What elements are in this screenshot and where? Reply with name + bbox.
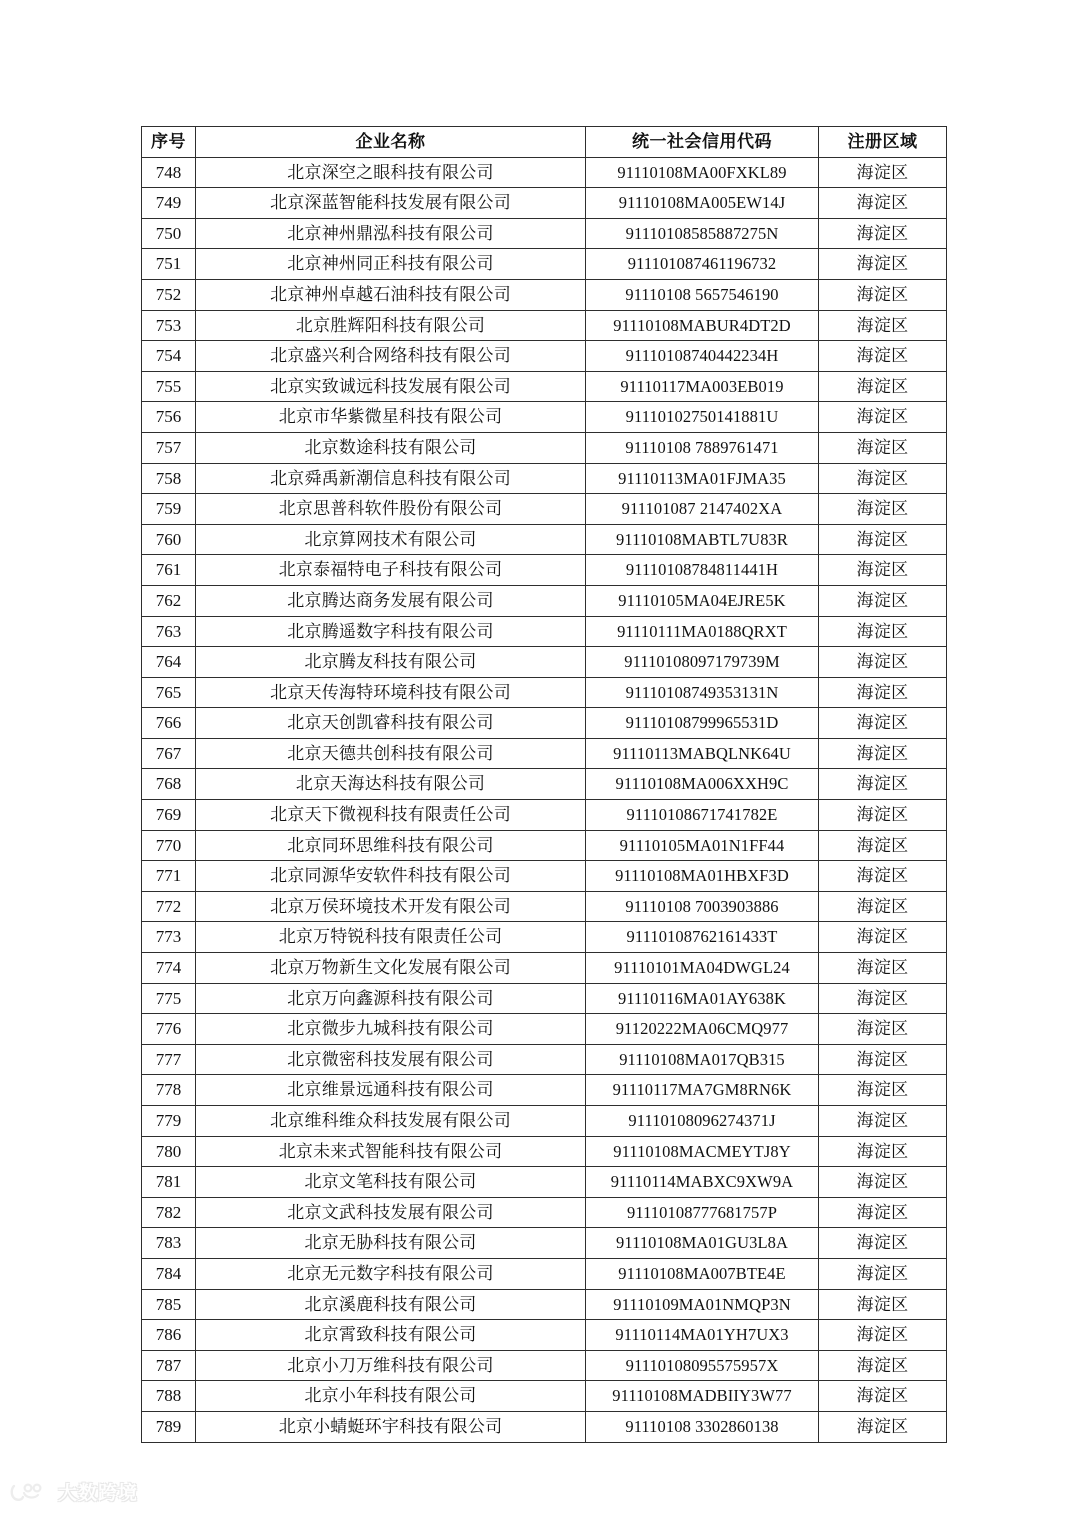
cell-registration-area: 海淀区 — [819, 647, 947, 678]
cell-registration-area: 海淀区 — [819, 1289, 947, 1320]
cell-credit-code: 91120222MA06CMQ977 — [586, 1014, 819, 1045]
cell-credit-code: 91110108MA017QB315 — [586, 1044, 819, 1075]
cell-registration-area: 海淀区 — [819, 279, 947, 310]
cell-sequence: 775 — [142, 983, 196, 1014]
table-row — [142, 1075, 947, 1106]
cell-credit-code: 91110108097179739M — [586, 647, 819, 678]
cell-credit-code: 91110113MA01FJMA35 — [586, 463, 819, 494]
cell-credit-code: 91110114MABXC9XW9A — [586, 1167, 819, 1198]
cell-sequence: 761 — [142, 555, 196, 586]
table-row — [142, 494, 947, 525]
cell-enterprise-name: 北京深蓝智能科技发展有限公司 — [196, 188, 586, 219]
cell-sequence: 763 — [142, 616, 196, 647]
cell-enterprise-name: 北京思普科软件股份有限公司 — [196, 494, 586, 525]
table-row — [142, 1106, 947, 1137]
watermark-text: 大数跨境 — [58, 1483, 139, 1504]
cell-enterprise-name: 北京腾友科技有限公司 — [196, 647, 586, 678]
table-row — [142, 830, 947, 861]
column-header-sequence: 序号 — [142, 127, 196, 158]
cell-registration-area: 海淀区 — [819, 1106, 947, 1137]
cell-enterprise-name: 北京万特锐科技有限责任公司 — [196, 922, 586, 953]
cell-sequence: 767 — [142, 738, 196, 769]
cell-registration-area: 海淀区 — [819, 310, 947, 341]
cell-sequence: 789 — [142, 1411, 196, 1442]
cell-enterprise-name: 北京算网技术有限公司 — [196, 524, 586, 555]
cell-enterprise-name: 北京天海达科技有限公司 — [196, 769, 586, 800]
cell-sequence: 753 — [142, 310, 196, 341]
cell-sequence: 755 — [142, 371, 196, 402]
cell-registration-area: 海淀区 — [819, 1258, 947, 1289]
cell-registration-area: 海淀区 — [819, 1350, 947, 1381]
cell-registration-area: 海淀区 — [819, 585, 947, 616]
cell-credit-code: 91110108762161433T — [586, 922, 819, 953]
cell-enterprise-name: 北京同源华安软件科技有限公司 — [196, 861, 586, 892]
table-row — [142, 157, 947, 188]
cell-sequence: 782 — [142, 1197, 196, 1228]
cell-registration-area: 海淀区 — [819, 800, 947, 831]
cell-enterprise-name: 北京神州同正科技有限公司 — [196, 249, 586, 280]
cell-credit-code: 91110105MA04EJRE5K — [586, 585, 819, 616]
cell-enterprise-name: 北京腾遥数字科技有限公司 — [196, 616, 586, 647]
cell-credit-code: 91110108784811441H — [586, 555, 819, 586]
cell-sequence: 778 — [142, 1075, 196, 1106]
table-row — [142, 800, 947, 831]
cell-enterprise-name: 北京神州卓越石油科技有限公司 — [196, 279, 586, 310]
table-row — [142, 341, 947, 372]
cell-registration-area: 海淀区 — [819, 371, 947, 402]
cell-sequence: 760 — [142, 524, 196, 555]
watermark — [10, 1478, 138, 1505]
cell-sequence: 749 — [142, 188, 196, 219]
cell-credit-code: 91110101MA04DWGL24 — [586, 953, 819, 984]
cell-registration-area: 海淀区 — [819, 402, 947, 433]
table-row — [142, 555, 947, 586]
cell-registration-area: 海淀区 — [819, 1014, 947, 1045]
cell-registration-area: 海淀区 — [819, 1075, 947, 1106]
column-header-credit-code: 统一社会信用代码 — [586, 127, 819, 158]
cell-credit-code: 91110108799965531D — [586, 708, 819, 739]
cell-registration-area: 海淀区 — [819, 891, 947, 922]
cell-credit-code: 91110108 7003903886 — [586, 891, 819, 922]
table-row — [142, 1044, 947, 1075]
cell-sequence: 781 — [142, 1167, 196, 1198]
cell-credit-code: 91110108MA007BTE4E — [586, 1258, 819, 1289]
cell-enterprise-name: 北京数途科技有限公司 — [196, 432, 586, 463]
column-header-enterprise-name: 企业名称 — [196, 127, 586, 158]
registry-table-container — [141, 126, 946, 1443]
cell-sequence: 764 — [142, 647, 196, 678]
cell-sequence: 765 — [142, 677, 196, 708]
cell-registration-area: 海淀区 — [819, 555, 947, 586]
cell-enterprise-name: 北京腾达商务发展有限公司 — [196, 585, 586, 616]
table-header-row — [142, 127, 947, 158]
cell-credit-code: 91110108585887275N — [586, 218, 819, 249]
cell-sequence: 759 — [142, 494, 196, 525]
cell-credit-code: 911101087 2147402XA — [586, 494, 819, 525]
cell-registration-area: 海淀区 — [819, 463, 947, 494]
cell-sequence: 787 — [142, 1350, 196, 1381]
table-row — [142, 188, 947, 219]
table-row — [142, 616, 947, 647]
cell-registration-area: 海淀区 — [819, 524, 947, 555]
cell-credit-code: 91110108MABTL7U83R — [586, 524, 819, 555]
cell-credit-code: 91110116MA01AY638K — [586, 983, 819, 1014]
cell-sequence: 772 — [142, 891, 196, 922]
table-row — [142, 1136, 947, 1167]
cell-sequence: 785 — [142, 1289, 196, 1320]
cell-sequence: 786 — [142, 1320, 196, 1351]
cell-enterprise-name: 北京无元数字科技有限公司 — [196, 1258, 586, 1289]
cell-sequence: 766 — [142, 708, 196, 739]
cell-enterprise-name: 北京天德共创科技有限公司 — [196, 738, 586, 769]
cell-credit-code: 91110108671741782E — [586, 800, 819, 831]
cell-sequence: 757 — [142, 432, 196, 463]
cell-credit-code: 91110117MA003EB019 — [586, 371, 819, 402]
cell-credit-code: 91110108 5657546190 — [586, 279, 819, 310]
cell-registration-area: 海淀区 — [819, 218, 947, 249]
cell-registration-area: 海淀区 — [819, 1044, 947, 1075]
cell-credit-code: 91110108MABUR4DT2D — [586, 310, 819, 341]
cell-credit-code: 91110108 3302860138 — [586, 1411, 819, 1442]
cell-enterprise-name: 北京深空之眼科技有限公司 — [196, 157, 586, 188]
cell-credit-code: 91110108096274371J — [586, 1106, 819, 1137]
cell-credit-code: 91110108MA006XXH9C — [586, 769, 819, 800]
cell-registration-area: 海淀区 — [819, 769, 947, 800]
cell-enterprise-name: 北京小年科技有限公司 — [196, 1381, 586, 1412]
table-row — [142, 677, 947, 708]
column-header-registration-area: 注册区域 — [819, 127, 947, 158]
table-row — [142, 1258, 947, 1289]
cell-enterprise-name: 北京维科维众科技发展有限公司 — [196, 1106, 586, 1137]
cell-credit-code: 91110117MA7GM8RN6K — [586, 1075, 819, 1106]
table-row — [142, 738, 947, 769]
cell-registration-area: 海淀区 — [819, 922, 947, 953]
cell-enterprise-name: 北京舜禹新潮信息科技有限公司 — [196, 463, 586, 494]
cell-registration-area: 海淀区 — [819, 677, 947, 708]
cell-sequence: 756 — [142, 402, 196, 433]
table-row — [142, 463, 947, 494]
cell-enterprise-name: 北京泰福特电子科技有限公司 — [196, 555, 586, 586]
cell-registration-area: 海淀区 — [819, 432, 947, 463]
cell-enterprise-name: 北京万侯环境技术开发有限公司 — [196, 891, 586, 922]
cell-credit-code: 91110105MA01N1FF44 — [586, 830, 819, 861]
cell-credit-code: 911101087461196732 — [586, 249, 819, 280]
cell-sequence: 776 — [142, 1014, 196, 1045]
cell-credit-code: 91110102750141881U — [586, 402, 819, 433]
table-row — [142, 1014, 947, 1045]
table-row — [142, 647, 947, 678]
cell-sequence: 754 — [142, 341, 196, 372]
cell-registration-area: 海淀区 — [819, 1228, 947, 1259]
cell-registration-area: 海淀区 — [819, 738, 947, 769]
cell-enterprise-name: 北京维景远通科技有限公司 — [196, 1075, 586, 1106]
cell-credit-code: 91110111MA0188QRXT — [586, 616, 819, 647]
cell-enterprise-name: 北京万物新生文化发展有限公司 — [196, 953, 586, 984]
cell-enterprise-name: 北京无胁科技有限公司 — [196, 1228, 586, 1259]
cell-enterprise-name: 北京微步九城科技有限公司 — [196, 1014, 586, 1045]
dashu-logo-icon — [10, 1481, 50, 1503]
cell-registration-area: 海淀区 — [819, 1197, 947, 1228]
cell-sequence: 750 — [142, 218, 196, 249]
cell-credit-code: 91110108MA00FXKL89 — [586, 157, 819, 188]
cell-registration-area: 海淀区 — [819, 953, 947, 984]
cell-enterprise-name: 北京未来式智能科技有限公司 — [196, 1136, 586, 1167]
cell-sequence: 780 — [142, 1136, 196, 1167]
cell-sequence: 758 — [142, 463, 196, 494]
table-row — [142, 585, 947, 616]
cell-sequence: 752 — [142, 279, 196, 310]
cell-enterprise-name: 北京天创凯睿科技有限公司 — [196, 708, 586, 739]
cell-credit-code: 91110108MACMEYTJ8Y — [586, 1136, 819, 1167]
table-row — [142, 953, 947, 984]
table-row — [142, 524, 947, 555]
cell-registration-area: 海淀区 — [819, 983, 947, 1014]
cell-sequence: 784 — [142, 1258, 196, 1289]
table-row — [142, 922, 947, 953]
cell-credit-code: 91110108777681757P — [586, 1197, 819, 1228]
cell-enterprise-name: 北京天下微视科技有限责任公司 — [196, 800, 586, 831]
table-row — [142, 769, 947, 800]
cell-enterprise-name: 北京盛兴利合网络科技有限公司 — [196, 341, 586, 372]
cell-credit-code: 91110108MADBIIY3W77 — [586, 1381, 819, 1412]
cell-enterprise-name: 北京市华紫微星科技有限公司 — [196, 402, 586, 433]
cell-enterprise-name: 北京天传海特环境科技有限公司 — [196, 677, 586, 708]
cell-enterprise-name: 北京霄致科技有限公司 — [196, 1320, 586, 1351]
cell-enterprise-name: 北京小蜻蜓环宇科技有限公司 — [196, 1411, 586, 1442]
cell-sequence: 751 — [142, 249, 196, 280]
cell-sequence: 779 — [142, 1106, 196, 1137]
cell-credit-code: 91110108MA01GU3L8A — [586, 1228, 819, 1259]
cell-enterprise-name: 北京实致诚远科技发展有限公司 — [196, 371, 586, 402]
cell-enterprise-name: 北京同环思维科技有限公司 — [196, 830, 586, 861]
cell-registration-area: 海淀区 — [819, 157, 947, 188]
table-row — [142, 1381, 947, 1412]
cell-registration-area: 海淀区 — [819, 1411, 947, 1442]
cell-credit-code: 91110114MA01YH7UX3 — [586, 1320, 819, 1351]
table-row — [142, 708, 947, 739]
table-row — [142, 371, 947, 402]
table-row — [142, 1228, 947, 1259]
cell-credit-code: 91110108MA01HBXF3D — [586, 861, 819, 892]
table-row — [142, 279, 947, 310]
table-row — [142, 1350, 947, 1381]
cell-credit-code: 91110109MA01NMQP3N — [586, 1289, 819, 1320]
table-row — [142, 1197, 947, 1228]
cell-credit-code: 91110113MABQLNK64U — [586, 738, 819, 769]
enterprise-registry-table — [141, 126, 947, 1443]
cell-registration-area: 海淀区 — [819, 249, 947, 280]
cell-sequence: 783 — [142, 1228, 196, 1259]
table-row — [142, 310, 947, 341]
cell-registration-area: 海淀区 — [819, 861, 947, 892]
cell-sequence: 768 — [142, 769, 196, 800]
cell-credit-code: 91110108749353131N — [586, 677, 819, 708]
cell-registration-area: 海淀区 — [819, 830, 947, 861]
cell-credit-code: 91110108 7889761471 — [586, 432, 819, 463]
cell-registration-area: 海淀区 — [819, 708, 947, 739]
table-row — [142, 983, 947, 1014]
cell-sequence: 777 — [142, 1044, 196, 1075]
cell-registration-area: 海淀区 — [819, 188, 947, 219]
table-row — [142, 402, 947, 433]
cell-enterprise-name: 北京文武科技发展有限公司 — [196, 1197, 586, 1228]
cell-sequence: 769 — [142, 800, 196, 831]
table-row — [142, 249, 947, 280]
table-row — [142, 1411, 947, 1442]
cell-enterprise-name: 北京微密科技发展有限公司 — [196, 1044, 586, 1075]
table-row — [142, 432, 947, 463]
cell-registration-area: 海淀区 — [819, 1167, 947, 1198]
cell-registration-area: 海淀区 — [819, 341, 947, 372]
cell-sequence: 774 — [142, 953, 196, 984]
cell-sequence: 773 — [142, 922, 196, 953]
cell-registration-area: 海淀区 — [819, 1136, 947, 1167]
cell-credit-code: 91110108740442234H — [586, 341, 819, 372]
table-row — [142, 861, 947, 892]
table-row — [142, 1289, 947, 1320]
table-header — [142, 127, 947, 158]
cell-registration-area: 海淀区 — [819, 616, 947, 647]
cell-sequence: 762 — [142, 585, 196, 616]
cell-credit-code: 91110108MA005EW14J — [586, 188, 819, 219]
cell-enterprise-name: 北京胜辉阳科技有限公司 — [196, 310, 586, 341]
cell-registration-area: 海淀区 — [819, 494, 947, 525]
cell-sequence: 788 — [142, 1381, 196, 1412]
cell-sequence: 770 — [142, 830, 196, 861]
table-row — [142, 1167, 947, 1198]
cell-enterprise-name: 北京神州鼎泓科技有限公司 — [196, 218, 586, 249]
cell-registration-area: 海淀区 — [819, 1381, 947, 1412]
cell-registration-area: 海淀区 — [819, 1320, 947, 1351]
cell-sequence: 771 — [142, 861, 196, 892]
table-row — [142, 218, 947, 249]
table-row — [142, 891, 947, 922]
cell-enterprise-name: 北京小刀万维科技有限公司 — [196, 1350, 586, 1381]
table-body — [142, 157, 947, 1442]
cell-enterprise-name: 北京溪鹿科技有限公司 — [196, 1289, 586, 1320]
cell-sequence: 748 — [142, 157, 196, 188]
cell-enterprise-name: 北京文笔科技有限公司 — [196, 1167, 586, 1198]
table-row — [142, 1320, 947, 1351]
cell-credit-code: 91110108095575957X — [586, 1350, 819, 1381]
cell-enterprise-name: 北京万向鑫源科技有限公司 — [196, 983, 586, 1014]
